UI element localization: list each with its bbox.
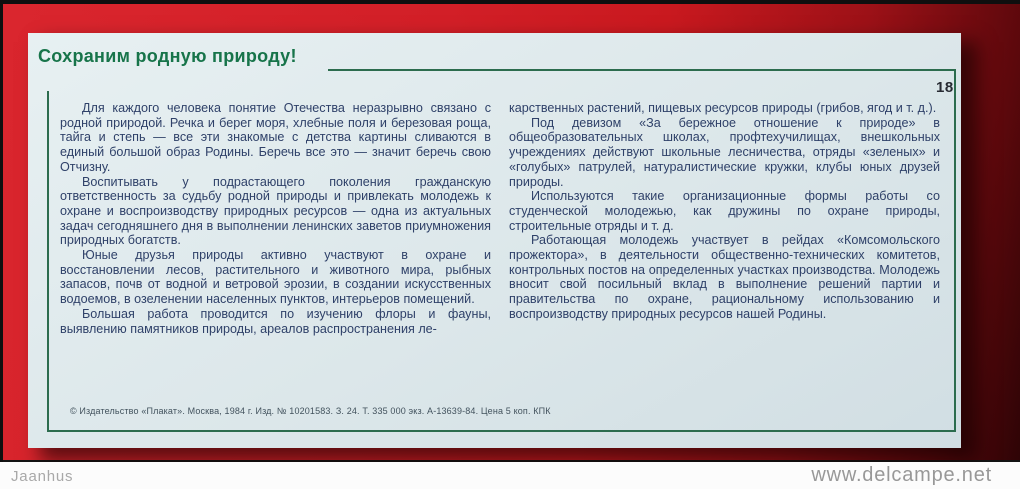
text-column-left [60,101,491,336]
paragraph: Большая работа проводится по изучению флоры и фауны, выявлению памятников природы, ареалов распространения ле- [60,306,491,336]
frame-border-left [47,91,49,430]
text-column-right [509,101,940,336]
watermark-seller-name: Jaanhus [11,468,74,485]
paragraph: Воспитывать у подрастающего поколения гражданскую ответственность за судьбу родной природы и привлекать молодежь к охране и воспроизводству природных ресурсов — одна из актуальных задач сегодняшнего дня в выполнении ленинских заветов приумножения природных богатств. [60,174,491,248]
watermark-site-url: www.delcampe.net [811,464,992,486]
page-number: 18 [936,79,954,96]
paragraph: Для каждого человека понятие Отечества неразрывно связано с родной природой. Речка и берег моря, хлебные поля и березовая роща, тайга и степь — все эти знакомые с детства картины сливаются в единый большой образ Родины. Беречь все это — значит беречь свою Отчизну. [60,101,491,174]
text-columns [60,101,940,336]
imprint-line: © Издательство «Плакат». Москва, 1984 г. Изд. № 10201583. З. 24. Т. 335 000 экз. А-13639-84. Цена 5 коп. КПК [70,406,551,416]
paragraph: карственных растений, пищевых ресурсов природы (грибов, ягод и т. д.). [509,101,937,115]
frame-border-bottom [47,430,956,432]
frame-border-right [954,69,956,432]
paragraph: Под девизом «За бережное отношение к природе» в общеобразовательных школах, профтехучилищах, внешкольных учреждениях действуют школьные лесничества, отряды «зеленых» и «голубых» патрулей, натуралистические кружки, клубы юных друзей природы. [509,115,940,189]
paragraph: Юные друзья природы активно участвуют в охране и восстановлении лесов, растительного и животного мира, рыбных запасов, почв от водной и ветровой эрозии, в создании искусственных водоемов, в озеленении населенных пунктов, интерьеров помещений. [60,248,491,307]
postcard [28,33,961,448]
frame-border-top [328,69,956,71]
paragraph: Работающая молодежь участвует в рейдах «Комсомольского прожектора», в деятельности общественно-технических комитетов, контрольных постов на определенных участках производства. Молодежь вносит свой посильный вклад в выполнение решений партии и правительства по охране, рациональному использованию и воспроизводству природных ресурсов нашей Родины. [509,233,940,321]
card-title: Сохраним родную природу! [38,46,297,66]
paragraph: Используются такие организационные формы работы со студенческой молодежью, как дружины по охране природы, строительные отряды и т. д. [509,189,940,233]
watermark-strip [0,462,1020,489]
